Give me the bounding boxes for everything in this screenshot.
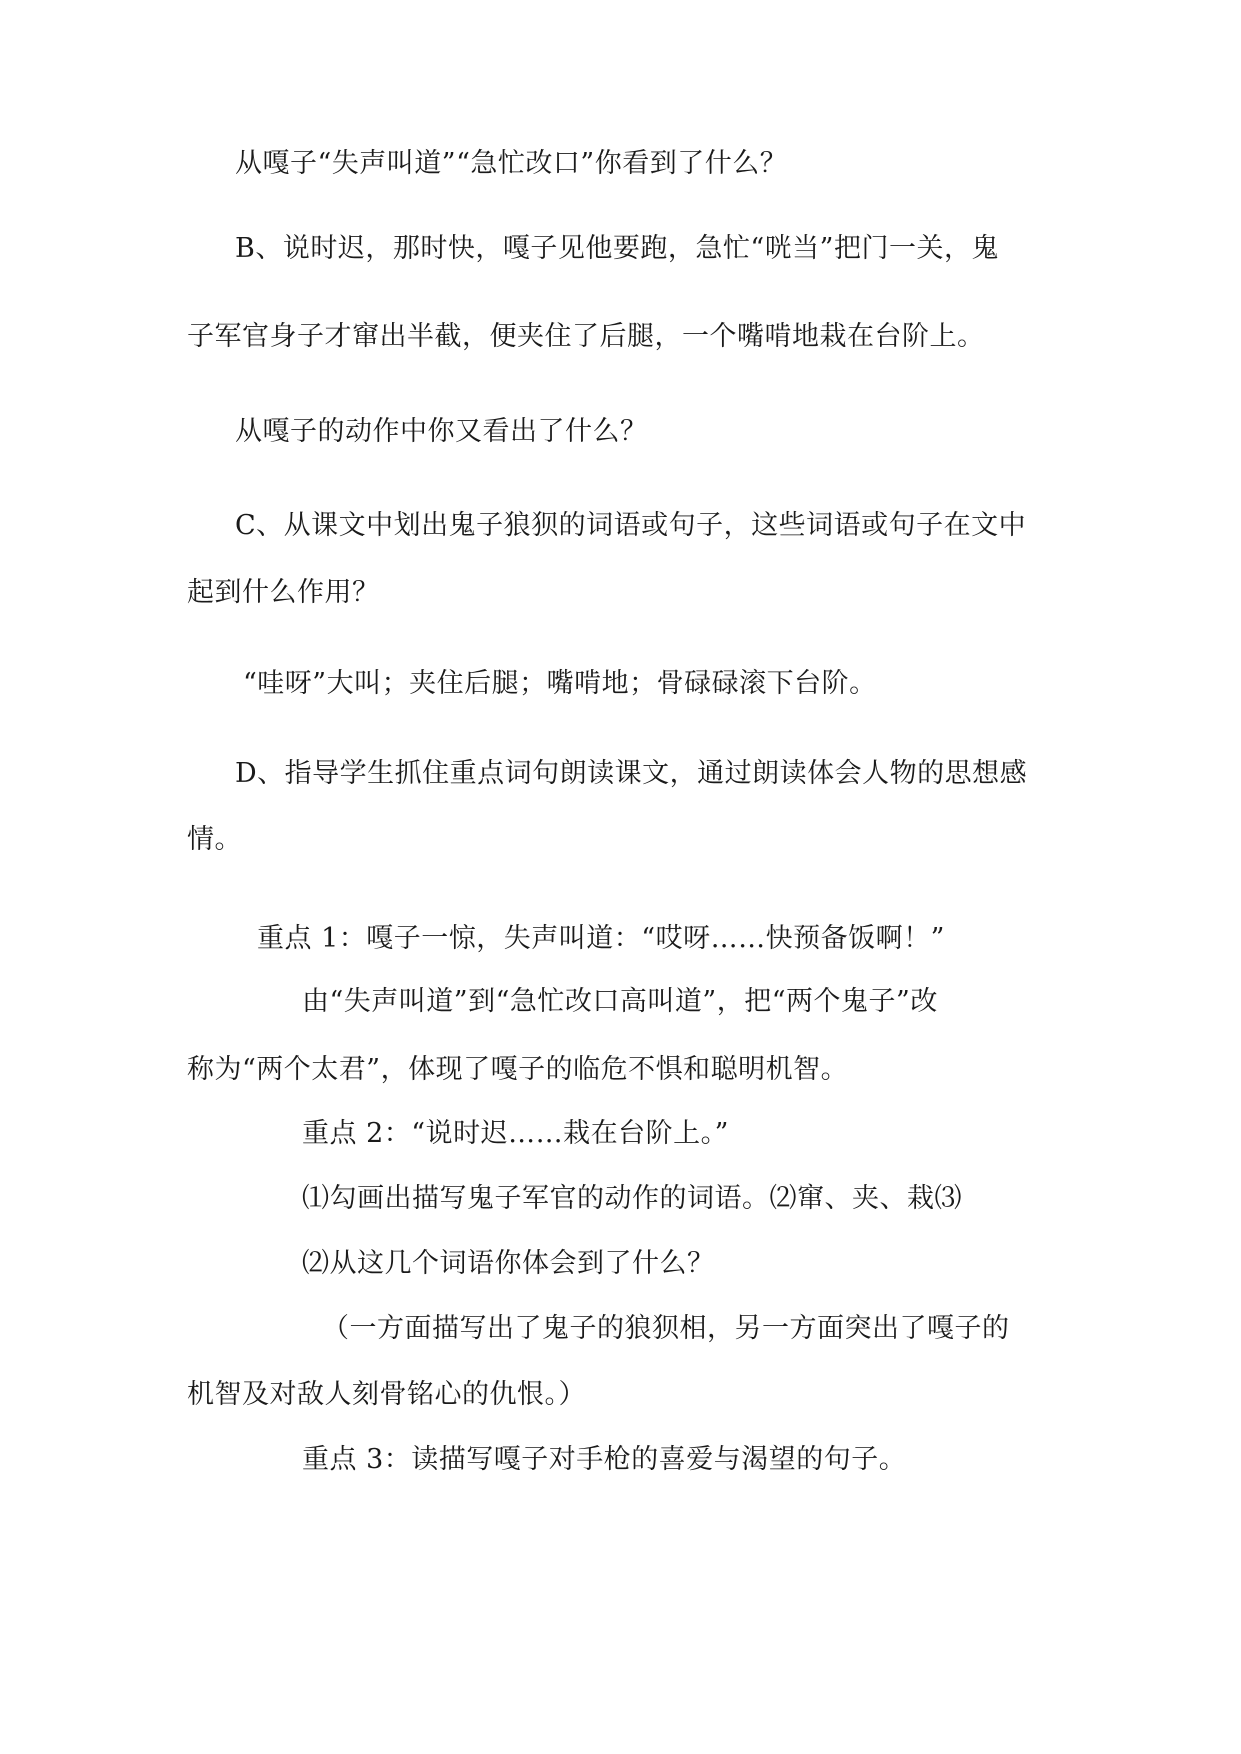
paragraph-line: 重点 3：读描写嘎子对手枪的喜爱与渴望的句子。: [302, 1444, 907, 1475]
paragraph-line: 起到什么作用？: [187, 577, 380, 608]
paragraph-line: （一方面描写出了鬼子的狼狈相，另一方面突出了嘎子的: [322, 1313, 1010, 1344]
paragraph-line: 情。: [187, 824, 242, 855]
paragraph-line: 称为“两个太君”，体现了嘎子的临危不惧和聪明机智。: [187, 1054, 849, 1085]
paragraph-line: 子军官身子才窜出半截，便夹住了后腿，一个嘴啃地栽在台阶上。: [187, 321, 985, 352]
paragraph-line: ⑴勾画出描写鬼子军官的动作的词语。⑵窜、夹、栽⑶: [302, 1183, 962, 1214]
paragraph-line: 机智及对敌人刻骨铭心的仇恨。）: [187, 1379, 586, 1410]
paragraph-line: B、说时迟，那时快，嘎子见他要跑，急忙“咣当”把门一关，鬼: [235, 233, 999, 264]
paragraph-line: “哇呀”大叫；夹住后腿；嘴啃地；骨碌碌滚下台阶。: [243, 668, 877, 699]
paragraph-line: 由“失声叫道”到“急忙改口高叫道”，把“两个鬼子”改: [302, 986, 938, 1017]
paragraph-line: 重点 1：嘎子一惊，失声叫道：“哎呀……快预备饭啊！”: [257, 923, 945, 954]
paragraph-line: C、从课文中划出鬼子狼狈的词语或句子，这些词语或句子在文中: [235, 510, 1027, 541]
paragraph-line: 重点 2：“说时迟……栽在台阶上。”: [302, 1118, 729, 1149]
paragraph-line: 从嘎子的动作中你又看出了什么？: [235, 416, 648, 447]
paragraph-line: ⑵从这几个词语你体会到了什么？: [302, 1248, 715, 1279]
paragraph-line: 从嘎子“失声叫道”“急忙改口”你看到了什么？: [235, 148, 788, 179]
paragraph-line: D、指导学生抓住重点词句朗读课文，通过朗读体会人物的思想感: [235, 758, 1028, 789]
